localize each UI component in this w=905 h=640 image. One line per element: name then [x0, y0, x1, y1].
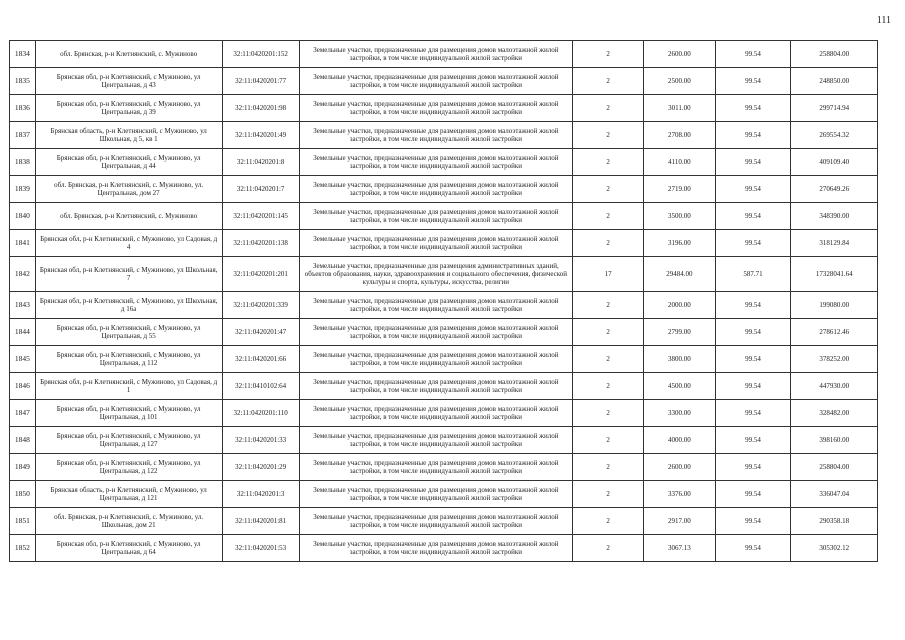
specific-value-cell: 99.54: [715, 454, 791, 481]
land-use-cell: Земельные участки, предназначенные для размещения домов малоэтажной жилой застройки, в том числе индивидуальной жилой застройки: [299, 41, 572, 68]
land-use-cell: Земельные участки, предназначенные для размещения домов малоэтажной жилой застройки, в том числе индивидуальной жилой застройки: [299, 427, 572, 454]
specific-value-cell: 99.54: [715, 203, 791, 230]
cadastral-number-cell: 32:11:0420201:339: [222, 292, 299, 319]
specific-value-cell: 99.54: [715, 122, 791, 149]
row-number: 1838: [10, 149, 36, 176]
specific-value-cell: 587.71: [715, 257, 791, 292]
cadastral-number-cell: 32:11:0420201:7: [222, 176, 299, 203]
table-row: [10, 68, 878, 95]
land-use-cell: Земельные участки, предназначенные для размещения домов малоэтажной жилой застройки, в том числе индивидуальной жилой застройки: [299, 176, 572, 203]
address-cell: Брянская обл, р-н Клетнянский, с Мужиново, ул Центральная, д 101: [35, 400, 222, 427]
cadastral-number-cell: 32:11:0420201:98: [222, 95, 299, 122]
cadastral-value-cell: 318129.84: [791, 230, 878, 257]
specific-value-cell: 99.54: [715, 319, 791, 346]
area-cell: 2600.00: [644, 454, 715, 481]
area-cell: 2000.00: [644, 292, 715, 319]
table-row: [10, 346, 878, 373]
cadastral-number-cell: 32:11:0410102:64: [222, 373, 299, 400]
area-cell: 3376.00: [644, 481, 715, 508]
cadastral-value-cell: 299714.94: [791, 95, 878, 122]
specific-value-cell: 99.54: [715, 68, 791, 95]
address-cell: обл. Брянская, р-н Клетнянский, с. Мужиново, ул. Школьная, дом 21: [35, 508, 222, 535]
cadastral-value-cell: 447930.00: [791, 373, 878, 400]
cadastral-value-cell: 328482.00: [791, 400, 878, 427]
address-cell: Брянская обл, р-н Клетнянский, с Мужиново, ул Школьная, д 16а: [35, 292, 222, 319]
row-number: 1842: [10, 257, 36, 292]
table-row: [10, 508, 878, 535]
group-cell: 2: [573, 535, 644, 562]
specific-value-cell: 99.54: [715, 373, 791, 400]
cadastral-number-cell: 32:11:0420201:49: [222, 122, 299, 149]
cadastral-number-cell: 32:11:0420201:77: [222, 68, 299, 95]
table-row: [10, 257, 878, 292]
specific-value-cell: 99.54: [715, 427, 791, 454]
table-row: [10, 292, 878, 319]
address-cell: Брянская обл, р-н Клетнянский, с Мужиново, ул Садовая, д 4: [35, 230, 222, 257]
area-cell: 2500.00: [644, 68, 715, 95]
group-cell: 2: [573, 346, 644, 373]
group-cell: 2: [573, 454, 644, 481]
address-cell: Брянская обл, р-н Клетнянский, с Мужиново, ул Центральная, д 39: [35, 95, 222, 122]
area-cell: 2917.00: [644, 508, 715, 535]
area-cell: 4110.00: [644, 149, 715, 176]
area-cell: 4500.00: [644, 373, 715, 400]
cadastral-value-cell: 378252.00: [791, 346, 878, 373]
address-cell: Брянская обл, р-н Клетнянский, с Мужиново, ул Центральная, д 127: [35, 427, 222, 454]
specific-value-cell: 99.54: [715, 400, 791, 427]
table-row: [10, 454, 878, 481]
cadastral-value-cell: 248850.00: [791, 68, 878, 95]
table-row: [10, 149, 878, 176]
row-number: 1850: [10, 481, 36, 508]
cadastral-value-cell: 278612.46: [791, 319, 878, 346]
cadastral-number-cell: 32:11:0420201:138: [222, 230, 299, 257]
row-number: 1834: [10, 41, 36, 68]
address-cell: Брянская обл, р-н Клетнянский, с Мужиново, ул Центральная, д 44: [35, 149, 222, 176]
area-cell: 3300.00: [644, 400, 715, 427]
table-row: [10, 535, 878, 562]
cadastral-number-cell: 32:11:0420201:33: [222, 427, 299, 454]
group-cell: 2: [573, 41, 644, 68]
row-number: 1851: [10, 508, 36, 535]
table-row: [10, 41, 878, 68]
table-row: [10, 176, 878, 203]
row-number: 1839: [10, 176, 36, 203]
land-use-cell: Земельные участки, предназначенные для размещения домов малоэтажной жилой застройки, в том числе индивидуальной жилой застройки: [299, 481, 572, 508]
row-number: 1845: [10, 346, 36, 373]
cadastral-number-cell: 32:11:0420201:145: [222, 203, 299, 230]
specific-value-cell: 99.54: [715, 508, 791, 535]
table-row: [10, 373, 878, 400]
row-number: 1843: [10, 292, 36, 319]
row-number: 1849: [10, 454, 36, 481]
land-use-cell: Земельные участки, предназначенные для размещения административных зданий, объектов образования, науки, здравоохранения и социального обеспечения, физической культуры и спорта, культуры, искусства, религии: [299, 257, 572, 292]
address-cell: Брянская обл, р-н Клетнянский, с Мужиново, ул Садовая, д 1: [35, 373, 222, 400]
area-cell: 2719.00: [644, 176, 715, 203]
area-cell: 3067.13: [644, 535, 715, 562]
cadastral-number-cell: 32:11:0420201:81: [222, 508, 299, 535]
group-cell: 2: [573, 176, 644, 203]
page-number: 111: [876, 15, 891, 26]
table-row: [10, 481, 878, 508]
specific-value-cell: 99.54: [715, 481, 791, 508]
group-cell: 2: [573, 68, 644, 95]
cadastral-value-cell: 336047.04: [791, 481, 878, 508]
area-cell: 29484.00: [644, 257, 715, 292]
group-cell: 2: [573, 400, 644, 427]
address-cell: Брянская обл, р-н Клетнянский, с Мужиново, ул Центральная, д 122: [35, 454, 222, 481]
specific-value-cell: 99.54: [715, 149, 791, 176]
group-cell: 2: [573, 292, 644, 319]
area-cell: 3500.00: [644, 203, 715, 230]
row-number: 1852: [10, 535, 36, 562]
area-cell: 2799.00: [644, 319, 715, 346]
specific-value-cell: 99.54: [715, 41, 791, 68]
group-cell: 17: [573, 257, 644, 292]
cadastral-value-cell: 199080.00: [791, 292, 878, 319]
land-use-cell: Земельные участки, предназначенные для размещения домов малоэтажной жилой застройки, в том числе индивидуальной жилой застройки: [299, 68, 572, 95]
specific-value-cell: 99.54: [715, 176, 791, 203]
area-cell: 3011.00: [644, 95, 715, 122]
row-number: 1840: [10, 203, 36, 230]
address-cell: обл. Брянская, р-н Клетнянский, с. Мужиново: [35, 41, 222, 68]
land-use-cell: Земельные участки, предназначенные для размещения домов малоэтажной жилой застройки, в том числе индивидуальной жилой застройки: [299, 400, 572, 427]
land-use-cell: Земельные участки, предназначенные для размещения домов малоэтажной жилой застройки, в том числе индивидуальной жилой застройки: [299, 319, 572, 346]
cadastral-value-cell: 269554.32: [791, 122, 878, 149]
address-cell: Брянская обл, р-н Клетнянский, с Мужиново, ул Школьная, 7: [35, 257, 222, 292]
cadastral-value-cell: 348390.00: [791, 203, 878, 230]
cadastral-value-cell: 258804.00: [791, 454, 878, 481]
row-number: 1837: [10, 122, 36, 149]
specific-value-cell: 99.54: [715, 292, 791, 319]
table-row: [10, 230, 878, 257]
table-row: [10, 427, 878, 454]
row-number: 1848: [10, 427, 36, 454]
group-cell: 2: [573, 481, 644, 508]
land-use-cell: Земельные участки, предназначенные для размещения домов малоэтажной жилой застройки, в том числе индивидуальной жилой застройки: [299, 230, 572, 257]
land-use-cell: Земельные участки, предназначенные для размещения домов малоэтажной жилой застройки, в том числе индивидуальной жилой застройки: [299, 203, 572, 230]
land-use-cell: Земельные участки, предназначенные для размещения домов малоэтажной жилой застройки, в том числе индивидуальной жилой застройки: [299, 454, 572, 481]
land-use-cell: Земельные участки, предназначенные для размещения домов малоэтажной жилой застройки, в том числе индивидуальной жилой застройки: [299, 122, 572, 149]
land-use-cell: Земельные участки, предназначенные для размещения домов малоэтажной жилой застройки, в том числе индивидуальной жилой застройки: [299, 149, 572, 176]
table-row: [10, 95, 878, 122]
land-registry-table: [9, 40, 878, 562]
group-cell: 2: [573, 427, 644, 454]
address-cell: Брянская обл, р-н Клетнянский, с Мужиново, ул Центральная, д 64: [35, 535, 222, 562]
cadastral-value-cell: 409109.40: [791, 149, 878, 176]
land-use-cell: Земельные участки, предназначенные для размещения домов малоэтажной жилой застройки, в том числе индивидуальной жилой застройки: [299, 535, 572, 562]
land-use-cell: Земельные участки, предназначенные для размещения домов малоэтажной жилой застройки, в том числе индивидуальной жилой застройки: [299, 95, 572, 122]
address-cell: Брянская обл, р-н Клетнянский, с Мужиново, ул Центральная, д 55: [35, 319, 222, 346]
cadastral-value-cell: 270649.26: [791, 176, 878, 203]
address-cell: Брянская обл, р-н Клетнянский, с Мужиново, ул Центральная, д 112: [35, 346, 222, 373]
address-cell: Брянская область, р-н Клетнянский, с Мужиново, ул Школьная, д 5, кв 1: [35, 122, 222, 149]
table-row: [10, 122, 878, 149]
specific-value-cell: 99.54: [715, 230, 791, 257]
group-cell: 2: [573, 230, 644, 257]
table-row: [10, 319, 878, 346]
row-number: 1835: [10, 68, 36, 95]
land-use-cell: Земельные участки, предназначенные для размещения домов малоэтажной жилой застройки, в том числе индивидуальной жилой застройки: [299, 292, 572, 319]
row-number: 1841: [10, 230, 36, 257]
cadastral-number-cell: 32:11:0420201:110: [222, 400, 299, 427]
row-number: 1847: [10, 400, 36, 427]
group-cell: 2: [573, 319, 644, 346]
cadastral-number-cell: 32:11:0420201:201: [222, 257, 299, 292]
specific-value-cell: 99.54: [715, 95, 791, 122]
specific-value-cell: 99.54: [715, 346, 791, 373]
cadastral-value-cell: 258804.00: [791, 41, 878, 68]
cadastral-number-cell: 32:11:0420201:66: [222, 346, 299, 373]
table-body: [10, 41, 878, 562]
table-row: [10, 400, 878, 427]
row-number: 1836: [10, 95, 36, 122]
address-cell: Брянская обл, р-н Клетнянский, с Мужиново, ул Центральная, д 43: [35, 68, 222, 95]
address-cell: обл. Брянская, р-н Клетнянский, с. Мужиново, ул. Центральная, дом 27: [35, 176, 222, 203]
group-cell: 2: [573, 95, 644, 122]
group-cell: 2: [573, 373, 644, 400]
cadastral-number-cell: 32:11:0420201:8: [222, 149, 299, 176]
table-row: [10, 203, 878, 230]
cadastral-number-cell: 32:11:0420201:53: [222, 535, 299, 562]
land-use-cell: Земельные участки, предназначенные для размещения домов малоэтажной жилой застройки, в том числе индивидуальной жилой застройки: [299, 373, 572, 400]
cadastral-number-cell: 32:11:0420201:29: [222, 454, 299, 481]
cadastral-value-cell: 290358.18: [791, 508, 878, 535]
cadastral-number-cell: 32:11:0420201:47: [222, 319, 299, 346]
area-cell: 2600.00: [644, 41, 715, 68]
land-use-cell: Земельные участки, предназначенные для размещения домов малоэтажной жилой застройки, в том числе индивидуальной жилой застройки: [299, 508, 572, 535]
cadastral-number-cell: 32:11:0420201:152: [222, 41, 299, 68]
cadastral-value-cell: 398160.00: [791, 427, 878, 454]
group-cell: 2: [573, 203, 644, 230]
group-cell: 2: [573, 149, 644, 176]
row-number: 1844: [10, 319, 36, 346]
group-cell: 2: [573, 508, 644, 535]
cadastral-value-cell: 305302.12: [791, 535, 878, 562]
area-cell: 4000.00: [644, 427, 715, 454]
area-cell: 2708.00: [644, 122, 715, 149]
specific-value-cell: 99.54: [715, 535, 791, 562]
land-use-cell: Земельные участки, предназначенные для размещения домов малоэтажной жилой застройки, в том числе индивидуальной жилой застройки: [299, 346, 572, 373]
address-cell: Брянская область, р-н Клетнянский, с Мужиново, ул Центральная, д 121: [35, 481, 222, 508]
area-cell: 3800.00: [644, 346, 715, 373]
row-number: 1846: [10, 373, 36, 400]
group-cell: 2: [573, 122, 644, 149]
area-cell: 3196.00: [644, 230, 715, 257]
cadastral-number-cell: 32:11:0420201:3: [222, 481, 299, 508]
cadastral-value-cell: 17328041.64: [791, 257, 878, 292]
address-cell: обл. Брянская, р-н Клетнянский, с. Мужиново: [35, 203, 222, 230]
